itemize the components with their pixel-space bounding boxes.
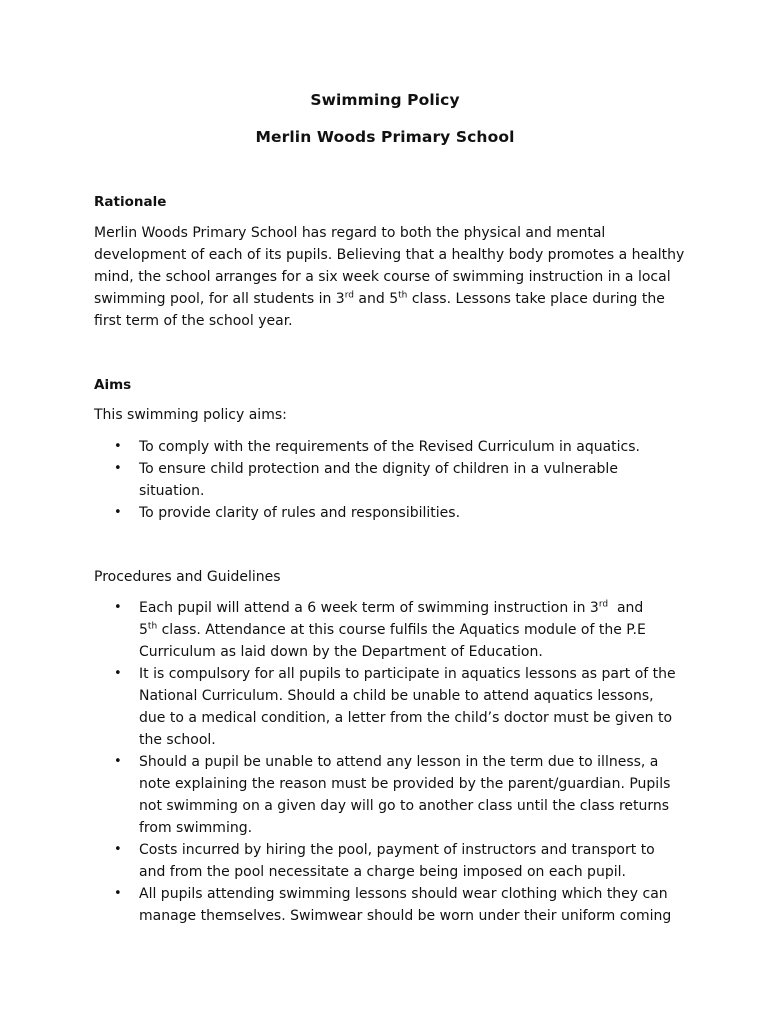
list-item: • To provide clarity of rules and responsibilities. [94, 502, 654, 524]
bullet-icon: • [114, 886, 122, 901]
aims-heading: Aims [94, 377, 132, 393]
bullet-icon: • [114, 461, 122, 476]
list-item: • To comply with the requirements of the Revised Curriculum in aquatics. [94, 436, 654, 458]
procedures-list [94, 597, 684, 927]
list-item: • Each pupil will attend a 6 week term of swimming instruction in 3rd and 5th class. Attendance at this course fulfils the Aquatics module of the P.E Curriculum as laid down by the Department of Education. [94, 597, 684, 663]
bullet-icon: • [114, 842, 122, 857]
list-item: • All pupils attending swimming lessons should wear clothing which they can manage themselves. Swimwear should be worn under their uniform coming [94, 883, 684, 927]
rationale-heading: Rationale [94, 194, 167, 210]
bullet-icon: • [114, 439, 122, 454]
document-title: Swimming Policy [310, 91, 460, 109]
rationale-paragraph: Merlin Woods Primary School has regard to both the physical and mental development of each of its pupils. Believing that a healthy body promotes a healthy mind, the school arranges for a six week course of swimming instruction in a local swimming pool, for all students in 3rd and 5th class. Lessons take place during the first term of the school year. [94, 225, 685, 329]
bullet-icon: • [114, 666, 122, 681]
school-name: Merlin Woods Primary School [255, 128, 515, 146]
list-item: • Costs incurred by hiring the pool, payment of instructors and transport to and from the pool necessitate a charge being imposed on each pupil. [94, 839, 684, 883]
list-item: • Should a pupil be unable to attend any lesson in the term due to illness, a note explaining the reason must be provided by the parent/guardian. Pupils not swimming on a given day will go to another class until the class returns from swimming. [94, 751, 684, 839]
aims-intro: This swimming policy aims: [94, 407, 287, 423]
aims-list [94, 436, 654, 524]
bullet-icon: • [114, 754, 122, 769]
procedures-heading: Procedures and Guidelines [94, 569, 281, 585]
bullet-icon: • [114, 505, 122, 520]
bullet-icon: • [114, 600, 122, 615]
list-item: • It is compulsory for all pupils to participate in aquatics lessons as part of the National Curriculum. Should a child be unable to attend aquatics lessons, due to a medical condition, a letter from the child’s doctor must be given to the school. [94, 663, 684, 751]
list-item: • To ensure child protection and the dignity of children in a vulnerable situation. [94, 458, 654, 502]
